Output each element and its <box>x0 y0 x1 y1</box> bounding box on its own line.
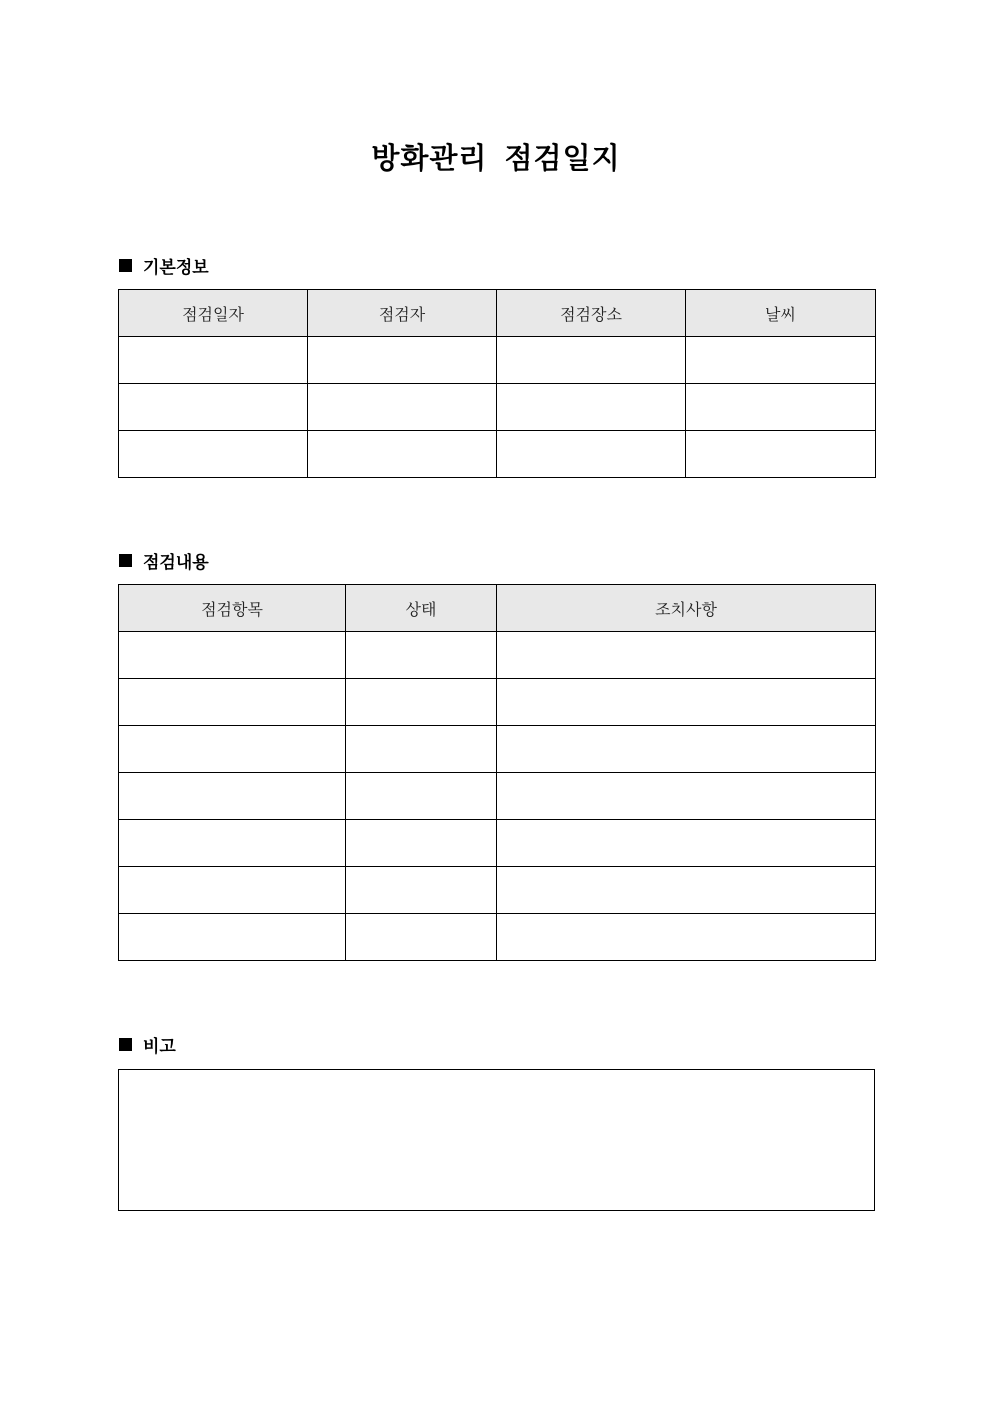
table-row <box>119 337 876 384</box>
inspection-header-row <box>119 585 876 632</box>
column-header-date: 점검일자 <box>119 290 308 337</box>
column-header-action: 조치사항 <box>497 585 876 632</box>
action-cell[interactable] <box>497 679 876 726</box>
location-cell[interactable] <box>497 337 686 384</box>
inspection-table <box>118 584 876 961</box>
status-cell[interactable] <box>346 773 497 820</box>
inspection-heading <box>119 548 209 572</box>
status-cell[interactable] <box>346 726 497 773</box>
remarks-heading <box>119 1032 176 1056</box>
status-cell[interactable] <box>346 820 497 867</box>
status-cell[interactable] <box>346 867 497 914</box>
table-row <box>119 914 876 961</box>
page-title: 방화관리 점검일지 <box>371 141 621 175</box>
item-cell[interactable] <box>119 726 346 773</box>
action-cell[interactable] <box>497 632 876 679</box>
inspector-cell[interactable] <box>308 384 497 431</box>
item-cell[interactable] <box>119 679 346 726</box>
action-cell[interactable] <box>497 820 876 867</box>
remarks-field[interactable] <box>118 1069 875 1211</box>
inspection-heading-label: 점검내용 <box>143 552 209 573</box>
action-cell[interactable] <box>497 726 876 773</box>
remarks-heading-label: 비고 <box>143 1036 176 1057</box>
column-header-inspector: 점검자 <box>308 290 497 337</box>
item-cell[interactable] <box>119 632 346 679</box>
item-cell[interactable] <box>119 773 346 820</box>
table-row <box>119 679 876 726</box>
action-cell[interactable] <box>497 914 876 961</box>
column-header-weather: 날씨 <box>686 290 876 337</box>
table-row <box>119 820 876 867</box>
basic-info-heading-label: 기본정보 <box>143 257 209 278</box>
basic-info-heading <box>119 253 209 277</box>
status-cell[interactable] <box>346 632 497 679</box>
table-row <box>119 773 876 820</box>
action-cell[interactable] <box>497 773 876 820</box>
inspector-cell[interactable] <box>308 431 497 478</box>
square-bullet-icon <box>119 259 132 272</box>
status-cell[interactable] <box>346 679 497 726</box>
weather-cell[interactable] <box>686 337 876 384</box>
action-cell[interactable] <box>497 867 876 914</box>
table-row <box>119 384 876 431</box>
item-cell[interactable] <box>119 914 346 961</box>
weather-cell[interactable] <box>686 431 876 478</box>
date-cell[interactable] <box>119 337 308 384</box>
table-row <box>119 867 876 914</box>
weather-cell[interactable] <box>686 384 876 431</box>
location-cell[interactable] <box>497 431 686 478</box>
status-cell[interactable] <box>346 914 497 961</box>
item-cell[interactable] <box>119 867 346 914</box>
date-cell[interactable] <box>119 384 308 431</box>
square-bullet-icon <box>119 554 132 567</box>
table-row <box>119 632 876 679</box>
basic-info-table <box>118 289 876 478</box>
basic-info-header-row <box>119 290 876 337</box>
square-bullet-icon <box>119 1038 132 1051</box>
column-header-status: 상태 <box>346 585 497 632</box>
column-header-location: 점검장소 <box>497 290 686 337</box>
table-row <box>119 726 876 773</box>
table-row <box>119 431 876 478</box>
column-header-item: 점검항목 <box>119 585 346 632</box>
item-cell[interactable] <box>119 820 346 867</box>
inspector-cell[interactable] <box>308 337 497 384</box>
location-cell[interactable] <box>497 384 686 431</box>
date-cell[interactable] <box>119 431 308 478</box>
